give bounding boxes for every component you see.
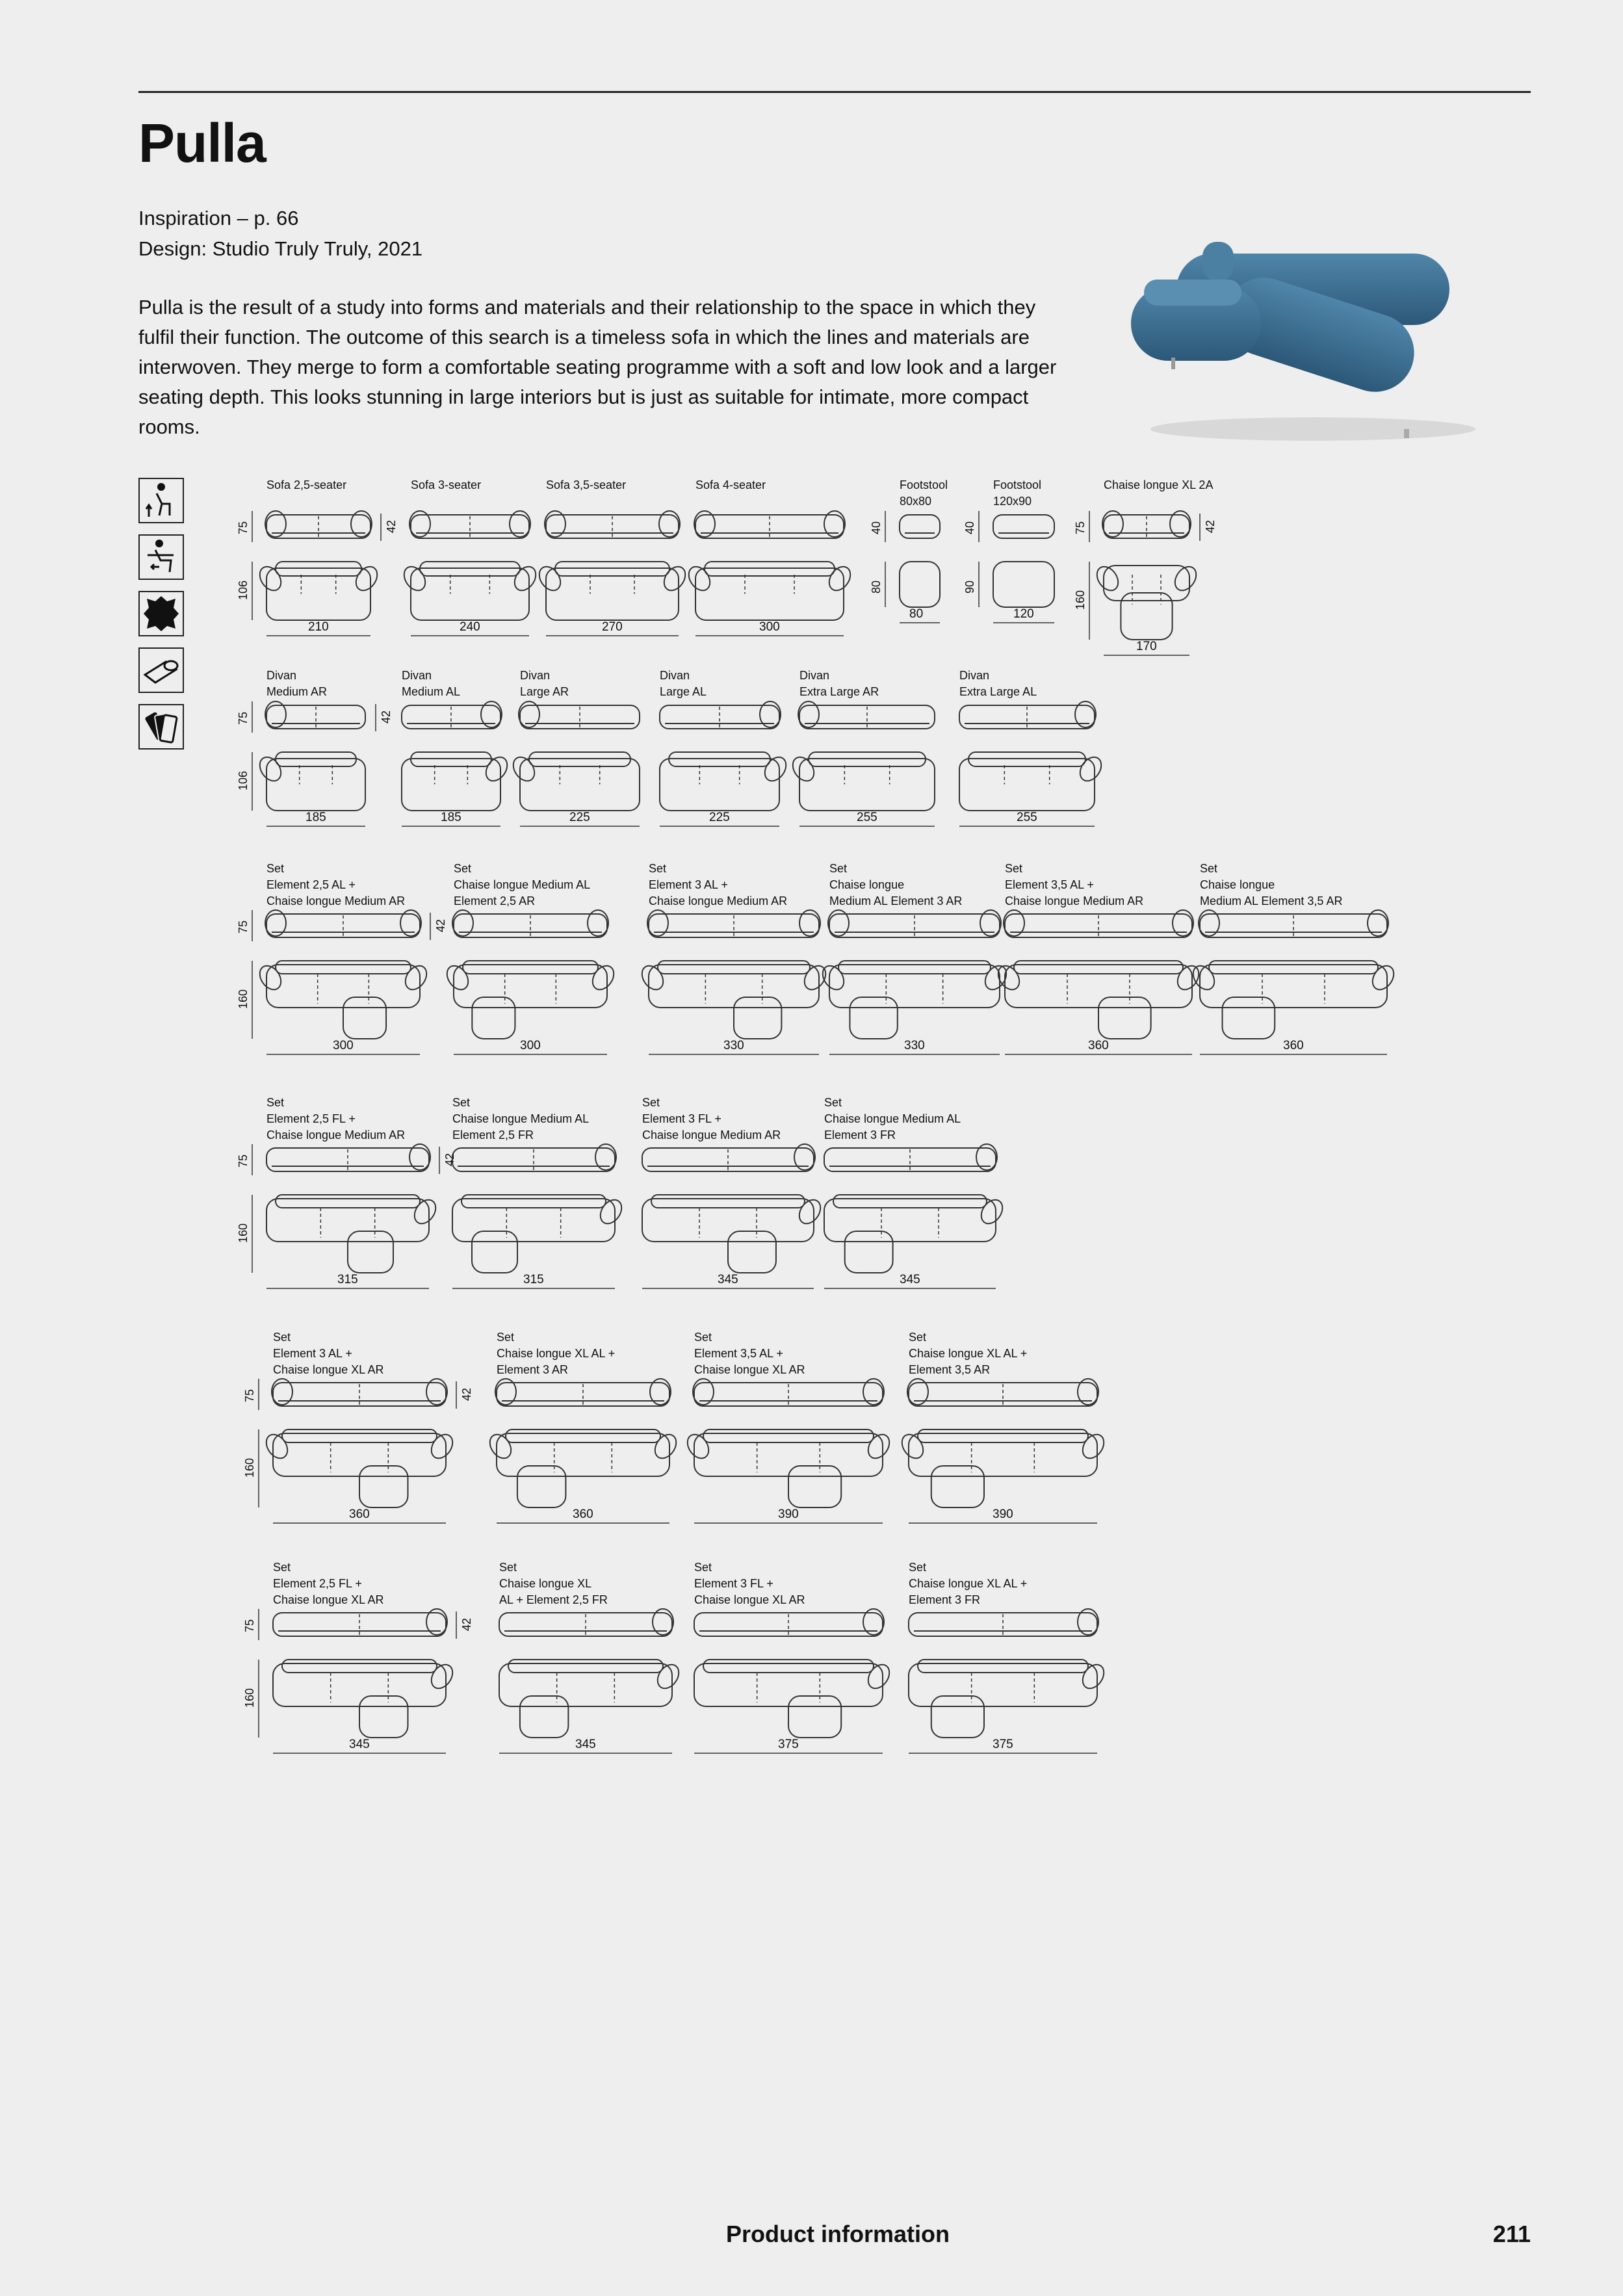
height-dimension-value: 40 [870,521,883,534]
config-item [535,478,690,636]
item-label-line: Set [824,1096,842,1109]
backrest [461,1195,606,1208]
width-dimension-value: 270 [602,620,623,634]
config-item [1074,478,1217,655]
armrest-left [262,1431,292,1463]
armrest-right [651,1431,681,1463]
width-dimension-value: 225 [569,811,590,824]
armrest-left [684,563,714,595]
config-item [660,669,790,826]
depth-dimension-value: 160 [243,1457,256,1478]
item-label-line: Set [642,1096,660,1109]
chaise-body [850,997,897,1039]
item-label-line: Set [1200,862,1218,875]
top-body [497,1433,669,1476]
width-dimension-value: 360 [1088,1039,1109,1052]
armrest-left [898,1431,928,1463]
armrest-right [981,962,1011,994]
chaise-body [520,1696,568,1738]
config-item [683,1331,894,1523]
top-body [454,965,607,1008]
width-dimension-value: 255 [857,811,877,824]
config-item [243,1331,473,1523]
width-dimension-value: 315 [523,1273,544,1286]
item-label-line: Element 2,5 FR [452,1128,534,1141]
item-label-line: Chaise longue XL 2A [1104,478,1214,491]
item-label-line: Set [694,1331,712,1344]
item-label-line: Chaise longue Medium AR [642,1128,781,1141]
width-dimension-value: 345 [718,1273,738,1286]
config-item [486,1331,681,1523]
chaise-body [1098,997,1151,1039]
config-row [237,862,1398,1054]
backrest [918,1660,1088,1673]
item-label-line: 80x80 [900,495,932,508]
seat-height-dimension-value: 42 [460,1387,473,1401]
armrest-left [400,563,430,595]
top-body [993,562,1054,607]
config-row [243,1331,1108,1523]
depth-dimension-value: 90 [963,580,976,594]
height-dimension-value: 75 [237,521,250,534]
armrest-left [443,962,473,994]
item-label-line: Set [273,1561,291,1574]
item-label-line: Set [909,1561,927,1574]
backrest [918,1429,1088,1442]
item-label-line: Element 2,5 AL + [266,878,356,891]
config-item [237,478,398,636]
width-dimension-value: 185 [305,811,326,824]
seat-height-dimension-value: 42 [380,710,393,724]
item-label-line: Chaise longue XL AL + [909,1577,1028,1590]
item-label-line: Set [909,1331,927,1344]
item-label-line: Element 3,5 AR [909,1363,991,1376]
armrest-right [864,1431,894,1463]
top-body [266,1199,429,1242]
item-label-line: Element 3 FR [824,1128,896,1141]
depth-dimension-value: 106 [237,580,250,600]
depth-dimension-value: 160 [237,1223,250,1243]
config-item [994,862,1203,1054]
item-label-line: Divan [266,669,297,682]
chaise-body [348,1231,393,1273]
item-label-line: Set [266,862,285,875]
item-label-line: Chaise longue XL AR [273,1593,384,1606]
item-label-line: Sofa 2,5-seater [266,478,347,491]
chaise-body [788,1466,841,1507]
width-dimension-value: 300 [759,620,780,634]
chaise-body [1121,593,1172,640]
backrest [276,1195,420,1208]
item-label-line: Chaise longue Medium AL [824,1112,961,1125]
top-body [694,1663,883,1706]
width-dimension-value: 80 [909,607,924,621]
armrest-right [825,563,855,595]
seat-height-dimension-value: 42 [460,1617,473,1631]
top-body [452,1199,615,1242]
item-label-line: Divan [520,669,551,682]
top-body [649,965,819,1008]
item-label-line: Element 3 AL + [649,878,728,891]
item-label-line: Element 3 AL + [273,1347,352,1360]
armrest-right [427,1661,457,1693]
design-credit: Design: Studio Truly Truly, 2021 [138,237,423,260]
item-label-line: Sofa 4-seater [695,478,766,491]
item-label-line: Large AL [660,685,707,698]
width-dimension-value: 390 [778,1507,799,1521]
chaise-body [359,1696,408,1738]
armrest-right [760,753,790,785]
armrest-right [588,962,618,994]
chaise-body [472,1231,517,1273]
armrest-right [427,1431,457,1463]
chaise-body [788,1696,841,1738]
config-item [684,478,855,636]
armrest-right [1076,753,1106,785]
item-label-line: Sofa 3,5-seater [546,478,627,491]
top-body [909,1433,1097,1476]
armrest-right [482,753,512,785]
depth-dimension-value: 160 [237,989,250,1009]
backrest [833,1195,987,1208]
top-body [1005,965,1192,1008]
height-dimension-value: 75 [237,920,250,933]
seat-height-dimension-value: 42 [443,1153,456,1166]
item-label-line: Element 3,5 AL + [694,1347,783,1360]
backrest [463,961,598,974]
item-label-line: Divan [799,669,830,682]
backrest [651,1195,805,1208]
item-label-line: Set [694,1561,712,1574]
width-dimension-value: 345 [575,1738,596,1751]
item-label-line: Chaise longue XL AR [694,1593,805,1606]
top-body [266,965,420,1008]
top-body [824,1199,996,1242]
backrest [838,961,991,974]
backrest [1014,961,1183,974]
backrest [276,961,411,974]
width-dimension-value: 345 [900,1273,920,1286]
width-dimension-value: 360 [1283,1039,1304,1052]
item-label-line: Element 3 FL + [694,1577,773,1590]
config-item [237,1096,456,1288]
config-item [452,1096,626,1288]
config-item [824,1096,1007,1288]
width-dimension-value: 240 [460,620,480,634]
config-item [400,478,540,636]
height-dimension-value: 75 [243,1619,256,1632]
height-dimension-value: 75 [1074,521,1087,534]
top-body [1200,965,1387,1008]
item-label-line: Set [452,1096,471,1109]
config-row [243,1561,1108,1753]
armrest-right [1078,1431,1108,1463]
config-item [443,862,618,1054]
armrest-right [596,1196,626,1228]
product-title: Pulla [138,112,266,174]
width-dimension-value: 210 [308,620,329,634]
armrest-left [535,563,565,595]
armrest-right [510,563,540,595]
backrest [658,961,810,974]
width-dimension-value: 360 [573,1507,593,1521]
item-label-line: Medium AL [402,685,461,698]
backrest [508,1660,663,1673]
item-label-line: Element 3 FR [909,1593,981,1606]
item-label-line: Extra Large AR [799,685,879,698]
armrest-left [638,962,668,994]
config-item [694,1561,894,1753]
top-body [642,1199,814,1242]
config-item [818,862,1011,1054]
item-label-line: Divan [402,669,432,682]
config-item [638,862,830,1054]
top-body [273,1663,446,1706]
config-item [237,669,393,826]
seat-height-dimension-value: 42 [385,519,398,533]
depth-dimension-value: 80 [870,580,883,594]
chaise-body [472,997,515,1039]
armrest-right [1368,962,1398,994]
item-label-line: Element 3 FL + [642,1112,721,1125]
side-body [993,515,1054,538]
armrest-right [401,962,431,994]
config-row [237,1096,1007,1288]
width-dimension-value: 225 [709,811,730,824]
config-item [870,478,948,623]
backrest [282,1660,437,1673]
height-dimension-value: 75 [237,711,250,725]
backrest [703,1429,874,1442]
backrest [282,1429,437,1442]
height-dimension-value: 40 [963,521,976,534]
width-dimension-value: 185 [441,811,461,824]
chaise-body [734,997,781,1039]
item-label-line: Set [266,1096,285,1109]
armrest-left [509,753,539,785]
item-label-line: Chaise longue Medium AL [452,1112,590,1125]
item-label-line: Large AR [520,685,569,698]
side-body [900,515,940,538]
chaise-body [1223,997,1275,1039]
armrest-right [864,1661,894,1693]
item-label-line: Chaise longue [1200,878,1275,891]
armrest-right [352,563,382,595]
product-description: Pulla is the result of a study into forms and materials and their relationship to the space in which they fulfil their function. The outcome of this search is a timeless sofa in which the lines and materials are interwoven. They merge to form a comfortable seating programme with a soft and low look and a larger seating depth. This looks stunning in large interiors but is just as suitable for intimate, more compact rooms. [138,296,1057,438]
item-label-line: Chaise longue XL AR [694,1363,805,1376]
item-label-line: 120x90 [993,495,1032,508]
item-label-line: Chaise longue Medium AR [1005,894,1144,907]
chaise-body [931,1466,984,1507]
item-label-line: Element 3 AR [497,1363,569,1376]
item-label-line: Chaise longue XL AL + [909,1347,1028,1360]
height-dimension-value: 75 [237,1154,250,1168]
chaise-body [517,1466,565,1507]
width-dimension-value: 120 [1013,607,1034,621]
top-body [909,1663,1097,1706]
top-body [829,965,1000,1008]
chaise-body [728,1231,776,1273]
armrest-right [1171,563,1201,595]
width-dimension-value: 345 [349,1738,370,1751]
armrest-left [255,962,285,994]
item-label-line: AL + Element 2,5 FR [499,1593,608,1606]
width-dimension-value: 170 [1136,640,1157,653]
item-label-line: Medium AL Element 3,5 AR [1200,894,1343,907]
config-item [642,1096,825,1288]
item-label-line: Medium AR [266,685,328,698]
item-label-line: Sofa 3-seater [411,478,482,491]
footer-section-title: Product information [726,2221,950,2247]
config-item [499,1561,683,1753]
chaise-body [343,997,386,1039]
backrest [1209,961,1378,974]
config-item [788,669,935,826]
armrest-right [977,1196,1007,1228]
item-label-line: Set [1005,862,1023,875]
armrest-right [660,563,690,595]
item-label-line: Chaise longue Medium AR [266,894,406,907]
chaise-body [359,1466,408,1507]
item-label-line: Divan [660,669,690,682]
width-dimension-value: 375 [778,1738,799,1751]
armrest-right [1078,1661,1108,1693]
item-label-line: Footstool [993,478,1042,491]
backrest [506,1429,660,1442]
width-dimension-value: 255 [1017,811,1037,824]
armrest-left [486,1431,515,1463]
item-label-line: Set [454,862,472,875]
item-label-line: Chaise longue Medium AR [649,894,788,907]
depth-dimension-value: 106 [237,770,250,790]
item-label-line: Chaise longue XL AR [273,1363,384,1376]
config-item [1189,862,1398,1054]
item-label-line: Footstool [900,478,948,491]
armrest-right [795,1196,825,1228]
config-row [237,478,1217,655]
chaise-body [931,1696,984,1738]
item-label-line: Extra Large AL [959,685,1037,698]
top-body [900,562,940,607]
width-dimension-value: 390 [993,1507,1013,1521]
item-label-line: Medium AL Element 3 AR [829,894,963,907]
config-item [402,669,512,826]
armrest-left [683,1431,713,1463]
item-label-line: Chaise longue Medium AR [266,1128,406,1141]
item-label-line: Chaise longue [829,878,905,891]
inspiration-reference: Inspiration – p. 66 [138,207,299,229]
config-item [898,1331,1108,1523]
item-label-line: Chaise longue XL [499,1577,592,1590]
top-body [1104,566,1189,601]
item-label-line: Element 2,5 FL + [273,1577,362,1590]
item-label-line: Divan [959,669,990,682]
config-row [237,669,1106,826]
depth-dimension-value: 160 [243,1688,256,1708]
armrest-right [410,1196,440,1228]
width-dimension-value: 360 [349,1507,370,1521]
width-dimension-value: 375 [993,1738,1013,1751]
width-dimension-value: 315 [337,1273,358,1286]
item-label-line: Chaise longue Medium AL [454,878,591,891]
config-item [909,1561,1108,1753]
item-label-line: Set [499,1561,517,1574]
config-item [963,478,1054,623]
width-dimension-value: 300 [333,1039,354,1052]
height-dimension-value: 75 [243,1389,256,1402]
width-dimension-value: 330 [904,1039,925,1052]
item-label-line: Set [829,862,848,875]
item-label-line: Chaise longue XL AL + [497,1347,616,1360]
page-number: 211 [1492,2221,1531,2247]
armrest-right [653,1661,683,1693]
chaise-body [845,1231,893,1273]
backrest [703,1660,874,1673]
depth-dimension-value: 160 [1074,590,1087,610]
config-item [237,862,447,1054]
config-item [509,669,640,826]
top-body [694,1433,883,1476]
width-dimension-value: 330 [723,1039,744,1052]
item-label-line: Element 2,5 FL + [266,1112,356,1125]
top-body [273,1433,446,1476]
item-label-line: Set [497,1331,515,1344]
armrest-left [788,753,818,785]
item-label-line: Set [273,1331,291,1344]
config-item [959,669,1106,826]
seat-height-dimension-value: 42 [434,919,447,932]
top-body [499,1663,672,1706]
seat-height-dimension-value: 42 [1204,519,1217,533]
item-label-line: Element 2,5 AR [454,894,536,907]
width-dimension-value: 300 [520,1039,541,1052]
item-label-line: Set [649,862,667,875]
armrest-left [994,962,1024,994]
config-item [243,1561,473,1753]
item-label-line: Element 3,5 AL + [1005,878,1094,891]
armrest-left [255,753,285,785]
armrest-left [255,563,285,595]
armrest-left [1093,563,1123,595]
